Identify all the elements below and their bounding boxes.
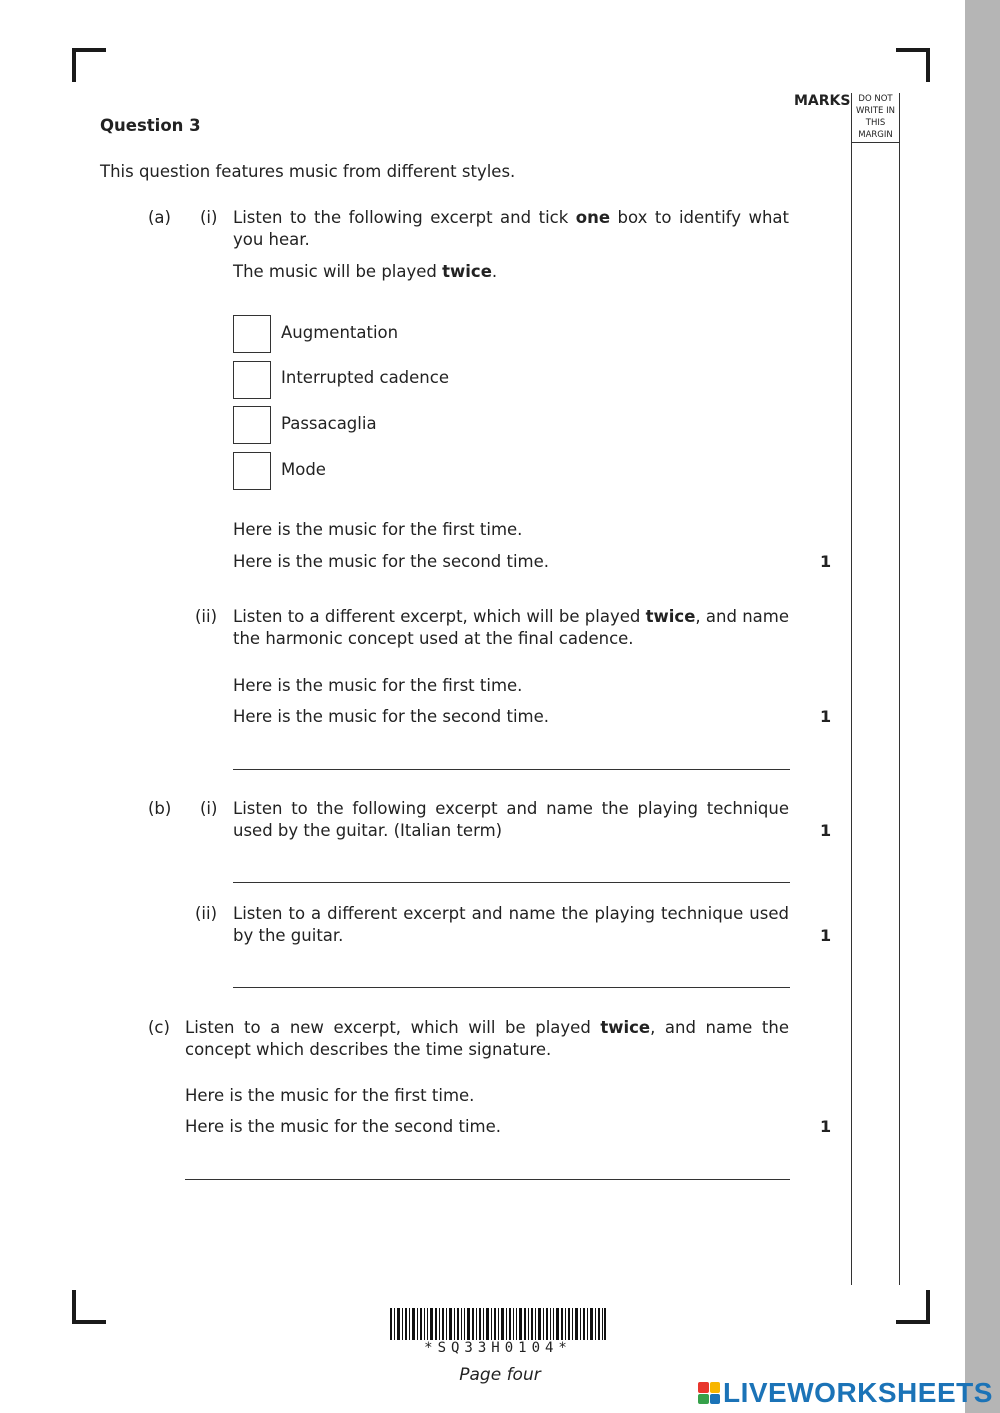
corner-mark-top-left [72,48,106,82]
option-label: Augmentation [281,323,399,342]
part-b-label: (b) [148,799,172,818]
answer-line-b-i[interactable] [233,882,790,883]
page-number: Page four [459,1365,541,1385]
margin-note: DO NOT WRITE IN THIS MARGIN [852,93,899,143]
part-c-marks: 1 [820,1117,832,1136]
part-b-ii-prompt: Listen to a different excerpt and name the playing technique used by the guitar. [233,904,789,945]
part-c-second-time: Here is the music for the second time. [185,1117,502,1136]
corner-mark-top-right [896,48,930,82]
part-b-ii-marks: 1 [820,926,832,945]
tick-box-mode[interactable] [233,452,271,490]
option-label: Passacaglia [281,414,377,433]
marks-column-label: MARKS [794,93,851,109]
part-b-i-marks: 1 [820,821,832,840]
question-intro: This question features music from different styles. [100,162,516,181]
tick-box-interrupted-cadence[interactable] [233,361,271,399]
part-a-ii-second-time: Here is the music for the second time. [233,707,550,726]
part-b-i-label: (i) [200,799,218,818]
part-b-i-prompt: Listen to the following excerpt and name the playing technique used by the guitar. (Italian term) [233,799,789,840]
part-c-prompt: Listen to a new excerpt, which will be played twice, and name the concept which describes the time signature. [185,1018,789,1059]
liveworksheets-wordmark: LIVEWORKSHEETS [723,1377,993,1408]
barcode-image [390,1308,606,1340]
answer-line-b-ii[interactable] [233,987,790,988]
answer-line-a-ii[interactable] [233,769,790,770]
option-label: Mode [281,460,326,479]
tick-box-passacaglia[interactable] [233,406,271,444]
option-label: Interrupted cadence [281,368,449,387]
corner-mark-bottom-left [72,1290,106,1324]
part-c-first-time: Here is the music for the first time. [185,1086,475,1105]
liveworksheets-logo [698,1378,993,1408]
corner-mark-bottom-right [896,1290,930,1324]
part-b-ii-label: (ii) [195,904,218,923]
part-a-ii-marks: 1 [820,707,832,726]
part-a-i-prompt: Listen to the following excerpt and tick one box to identify what you hear. [233,208,789,249]
part-a-label: (a) [148,208,171,227]
liveworksheets-icon [698,1382,720,1404]
part-a-ii-first-time: Here is the music for the first time. [233,676,523,695]
part-a-i-marks: 1 [820,552,832,571]
tick-box-augmentation[interactable] [233,315,271,353]
part-a-i-played-note: The music will be played twice. [233,262,498,281]
do-not-write-margin [851,93,900,1285]
question-title: Question 3 [100,116,201,135]
part-a-ii-prompt: Listen to a different excerpt, which will be played twice, and name the harmonic concept used at the final cadence. [233,607,790,648]
page-side-bar [965,0,1000,1413]
part-a-i-second-time: Here is the music for the second time. [233,552,550,571]
barcode-code: *SQ33H0104* [424,1340,572,1356]
part-a-i-label: (i) [200,208,218,227]
part-c-label: (c) [148,1018,170,1037]
answer-line-c[interactable] [185,1179,790,1180]
part-a-i-first-time: Here is the music for the first time. [233,520,523,539]
part-a-ii-label: (ii) [195,607,218,626]
